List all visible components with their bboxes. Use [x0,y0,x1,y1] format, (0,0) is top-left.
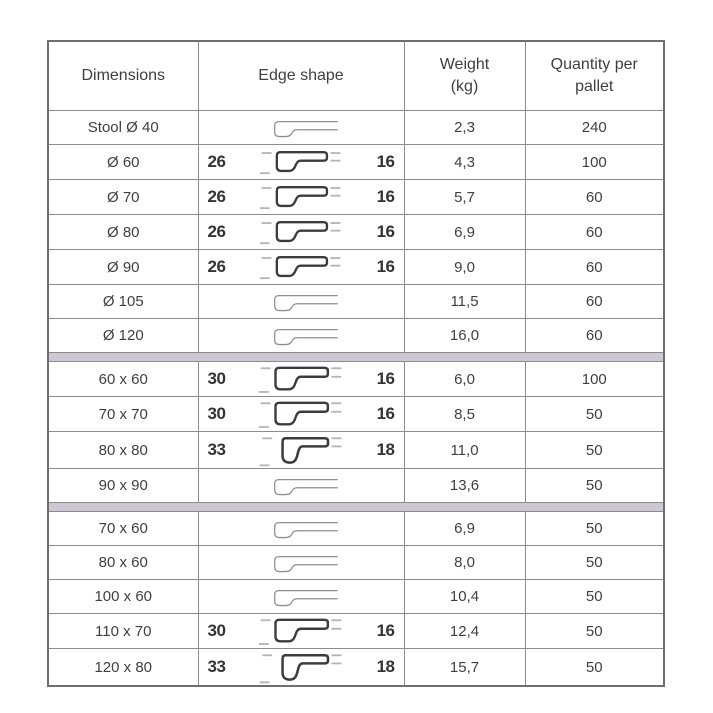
edge-right-dimension: 16 [376,257,395,276]
weight-cell: 12,4 [404,614,525,649]
quantity-cell: 60 [525,180,664,215]
quantity-cell: 60 [525,250,664,285]
header-edge-shape [198,41,404,111]
edge-shape-cell [198,285,404,319]
edge-shape-cell [198,362,404,397]
weight-cell: 13,6 [404,469,525,503]
table-row-110x70 [48,614,664,649]
edge-profile-dimensioned-icon [251,397,351,431]
edge-shape-cell [198,215,404,250]
dimensions-cell: 70 x 70 [48,397,198,432]
weight-cell: 9,0 [404,250,525,285]
quantity-cell: 60 [525,215,664,250]
table-row-70x60 [48,512,664,546]
weight-cell: 11,5 [404,285,525,319]
header-weight [404,41,525,111]
weight-cell: 4,3 [404,145,525,180]
header-quantity-line1: Quantity per [550,56,638,74]
header-row [48,41,664,111]
edge-shape-cell [198,397,404,432]
edge-shape-cell [198,180,404,215]
separator-band [48,353,664,362]
dimensions-cell: Ø 80 [48,215,198,250]
header-quantity [525,41,664,111]
edge-profile-dimensioned-icon [251,614,351,648]
edge-profile-thin-icon [255,287,347,316]
quantity-cell: 60 [525,319,664,353]
table-row-d120 [48,319,664,353]
edge-left-dimension: 30 [207,369,226,388]
spec-table-container [47,40,665,687]
header-weight-line1: Weight [439,56,490,74]
edge-right-dimension: 16 [376,369,395,388]
table-row-120x80 [48,649,664,687]
table-row-100x60 [48,580,664,614]
weight-cell: 11,0 [404,432,525,469]
edge-right-dimension: 16 [376,621,395,640]
edge-profile-dimensioned-icon [251,215,351,249]
edge-profile-thin-icon [255,113,347,142]
weight-cell: 15,7 [404,649,525,687]
edge-right-dimension: 16 [376,152,395,171]
edge-shape-cell [198,512,404,546]
edge-left-dimension: 26 [207,257,226,276]
edge-shape-cell [198,250,404,285]
dimensions-cell: 100 x 60 [48,580,198,614]
edge-shape-cell [198,649,404,687]
weight-cell: 8,0 [404,546,525,580]
edge-profile-dimensioned-icon [251,432,351,468]
quantity-cell: 50 [525,580,664,614]
dimensions-cell: Ø 105 [48,285,198,319]
edge-shape-cell [198,580,404,614]
quantity-cell: 50 [525,546,664,580]
weight-cell: 2,3 [404,111,525,145]
edge-profile-thin-icon [255,548,347,577]
quantity-cell: 50 [525,397,664,432]
dimensions-cell: 110 x 70 [48,614,198,649]
edge-left-dimension: 30 [207,404,226,423]
table-row-90x90 [48,469,664,503]
table-row-60x60 [48,362,664,397]
weight-cell: 6,9 [404,215,525,250]
quantity-cell: 50 [525,469,664,503]
edge-profile-thin-icon [255,514,347,543]
edge-profile-thin-icon [255,582,347,611]
edge-profile-dimensioned-icon [251,250,351,284]
separator-band-cell [48,353,664,362]
edge-profile-dimensioned-icon [251,145,351,179]
dimensions-cell: Ø 70 [48,180,198,215]
weight-cell: 6,0 [404,362,525,397]
edge-shape-cell [198,319,404,353]
table-row-80x80 [48,432,664,469]
edge-left-dimension: 33 [207,657,226,676]
edge-shape-cell [198,469,404,503]
edge-shape-cell [198,614,404,649]
quantity-cell: 50 [525,614,664,649]
table-row-stool-40 [48,111,664,145]
edge-profile-dimensioned-icon [251,362,351,396]
table-row-d80 [48,215,664,250]
edge-shape-cell [198,432,404,469]
table-row-d70 [48,180,664,215]
dimensions-cell: 60 x 60 [48,362,198,397]
edge-profile-dimensioned-icon [251,649,351,685]
edge-left-dimension: 26 [207,187,226,206]
table-row-d60 [48,145,664,180]
dimensions-cell: Ø 120 [48,319,198,353]
quantity-cell: 100 [525,145,664,180]
edge-profile-dimensioned-icon [251,180,351,214]
header-dimensions-label: Dimensions [81,67,166,85]
edge-right-dimension: 16 [376,222,395,241]
table-row-d105 [48,285,664,319]
edge-right-dimension: 16 [376,187,395,206]
edge-shape-cell [198,111,404,145]
separator-band-cell [48,503,664,512]
edge-right-dimension: 18 [376,440,395,459]
edge-left-dimension: 26 [207,152,226,171]
dimensions-cell: 70 x 60 [48,512,198,546]
edge-right-dimension: 18 [376,657,395,676]
quantity-cell: 50 [525,512,664,546]
edge-left-dimension: 26 [207,222,226,241]
edge-left-dimension: 33 [207,440,226,459]
weight-cell: 6,9 [404,512,525,546]
dimensions-cell: Ø 90 [48,250,198,285]
header-weight-line2: (kg) [450,78,479,95]
dimensions-cell: 80 x 80 [48,432,198,469]
weight-cell: 8,5 [404,397,525,432]
quantity-cell: 60 [525,285,664,319]
edge-right-dimension: 16 [376,404,395,423]
dimensions-cell: 80 x 60 [48,546,198,580]
dimensions-cell: 90 x 90 [48,469,198,503]
quantity-cell: 50 [525,432,664,469]
quantity-cell: 240 [525,111,664,145]
dimensions-cell: Ø 60 [48,145,198,180]
edge-profile-thin-icon [255,471,347,500]
table-row-d90 [48,250,664,285]
header-quantity-line2: pallet [575,78,614,95]
product-spec-table [47,40,665,687]
edge-shape-cell [198,145,404,180]
edge-shape-cell [198,546,404,580]
weight-cell: 5,7 [404,180,525,215]
weight-cell: 16,0 [404,319,525,353]
edge-left-dimension: 30 [207,621,226,640]
edge-profile-thin-icon [255,321,347,350]
table-row-80x60 [48,546,664,580]
table-row-70x70 [48,397,664,432]
header-edge-shape-label: Edge shape [258,67,344,85]
header-dimensions [48,41,198,111]
quantity-cell: 50 [525,649,664,687]
weight-cell: 10,4 [404,580,525,614]
quantity-cell: 100 [525,362,664,397]
dimensions-cell: Stool Ø 40 [48,111,198,145]
separator-band [48,503,664,512]
dimensions-cell: 120 x 80 [48,649,198,687]
